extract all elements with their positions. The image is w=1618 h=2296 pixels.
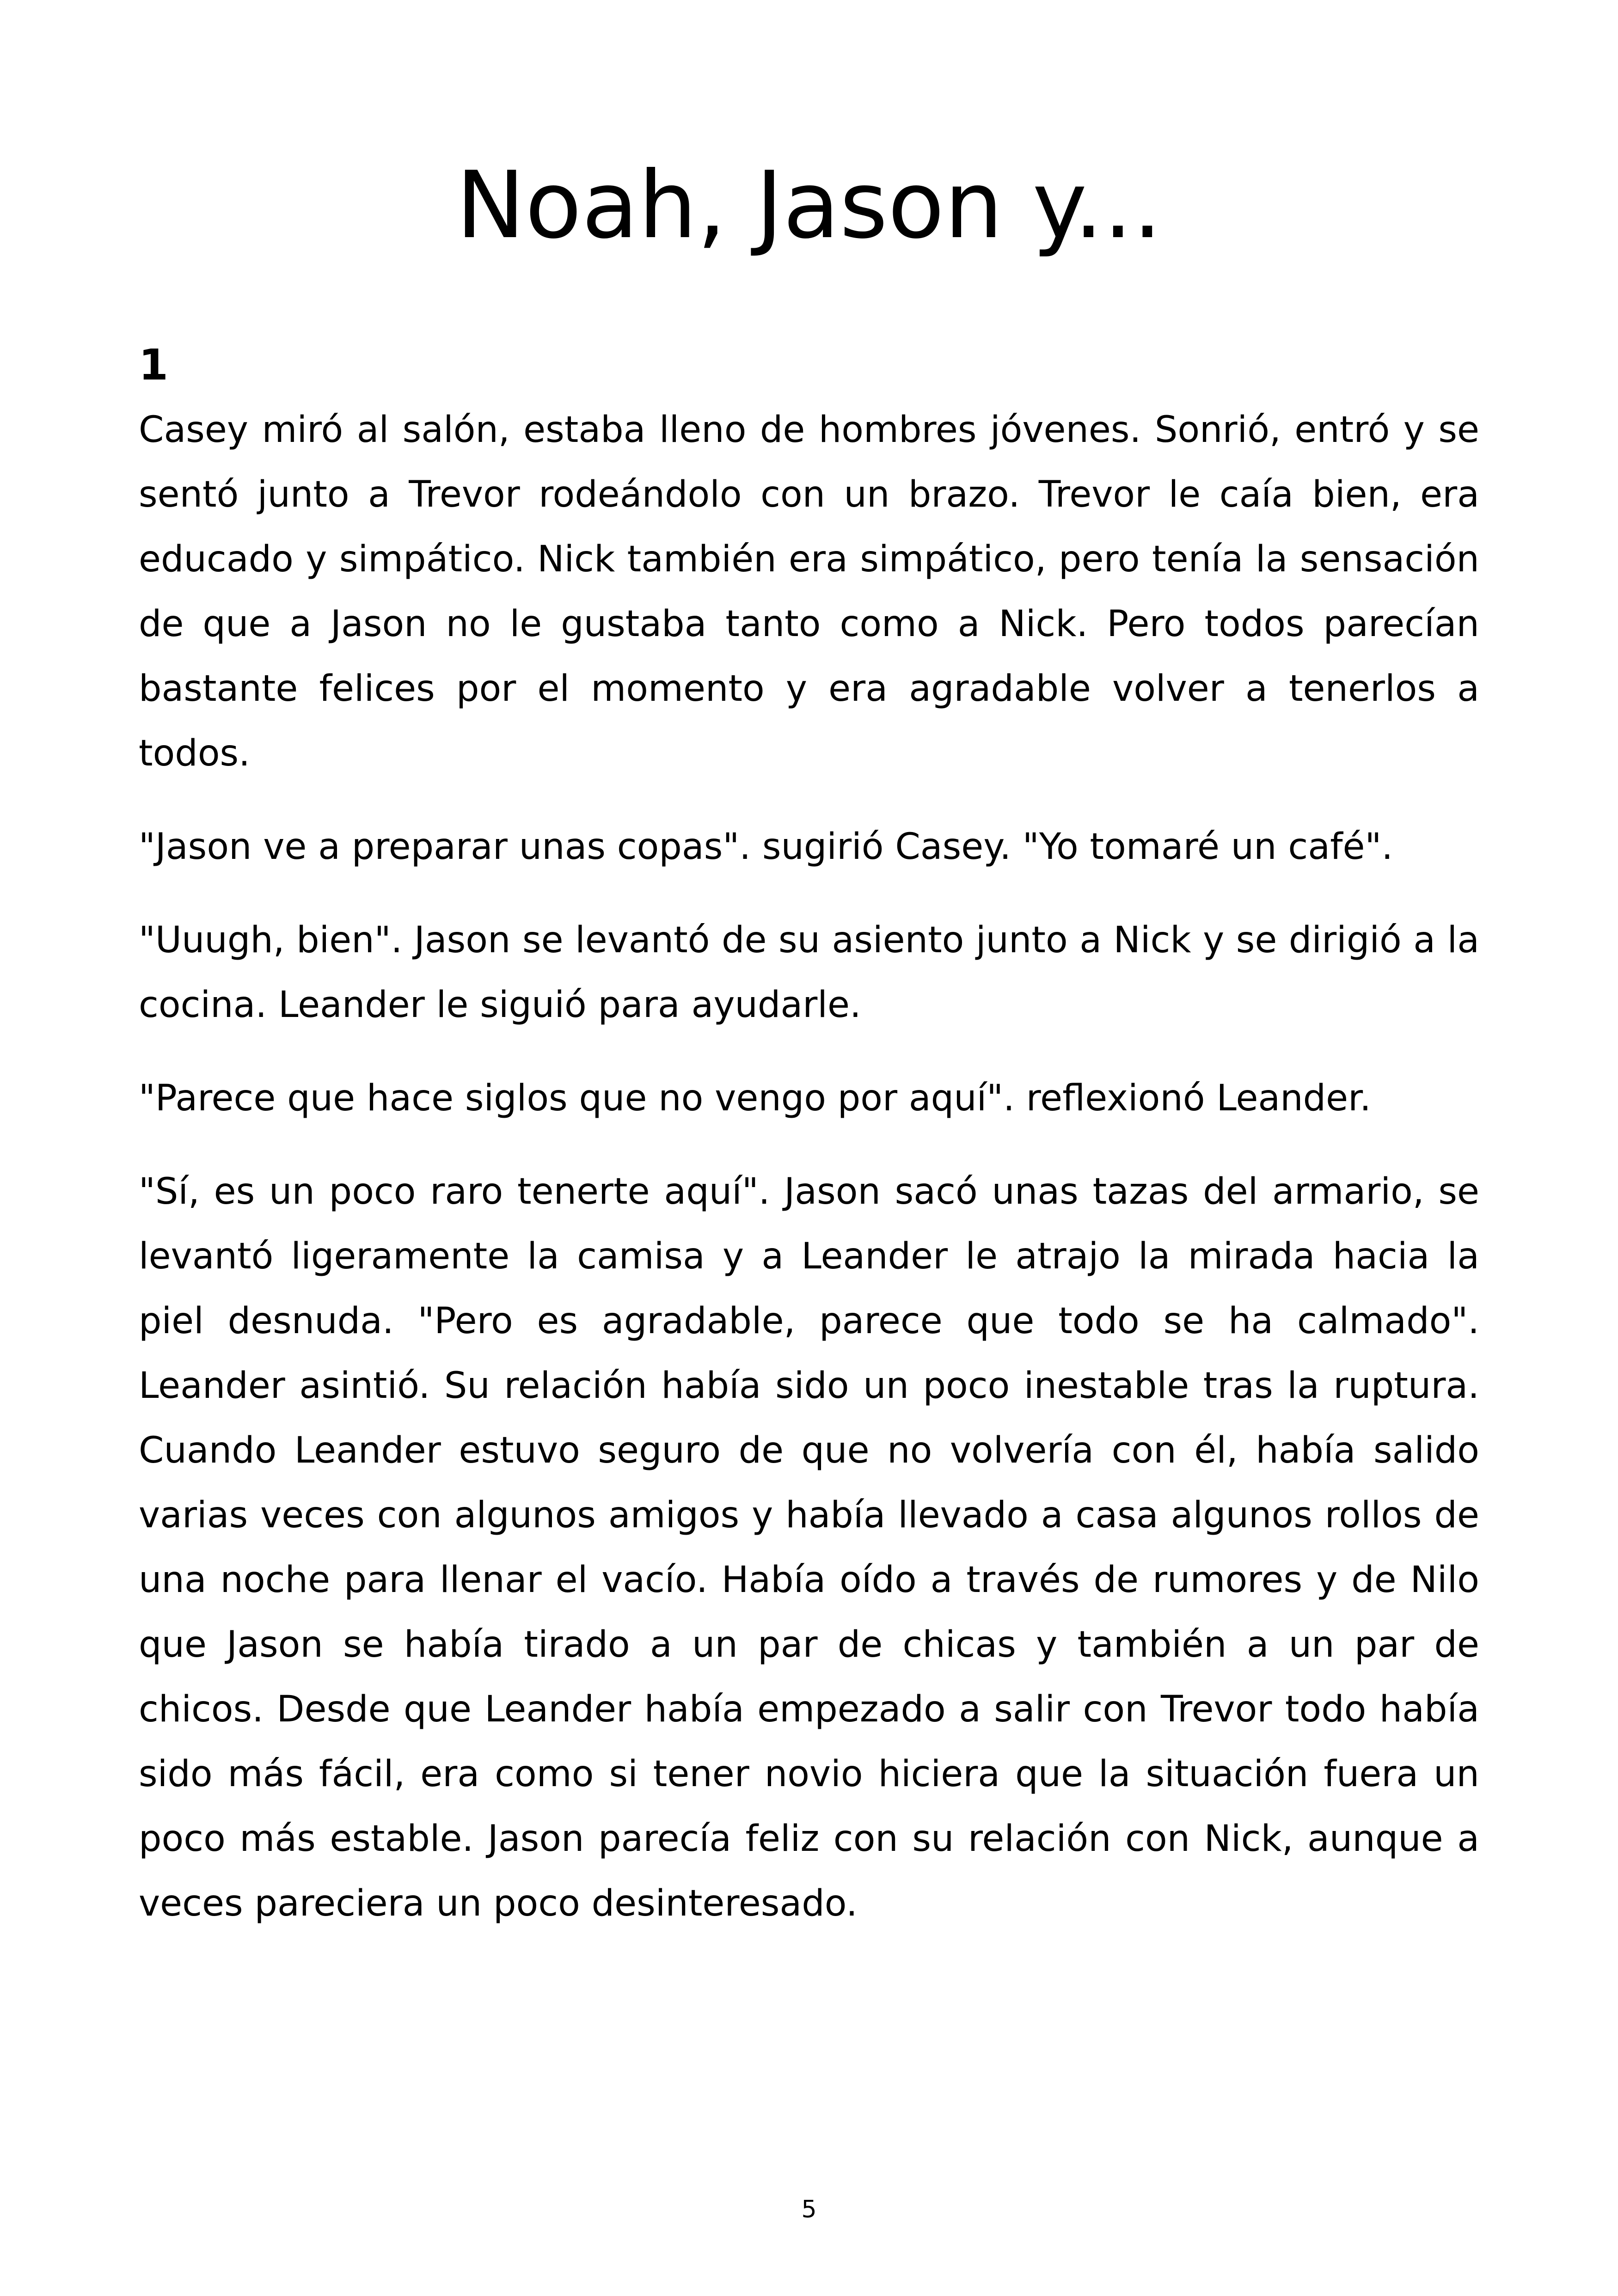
paragraph: "Sí, es un poco raro tenerte aquí". Jason sacó unas tazas del armario, se levantó ligeramente la camisa y a Leander le atrajo la mirada hacia la piel desnuda. "Pero es agradable, parece que todo se ha calmado". Leander asintió. Su relación había sido un poco inestable tras la ruptura. Cuando Leander estuvo seguro de que no volvería con él, había salido varias veces con algunos amigos y había llevado a casa algunos rollos de una noche para llenar el vacío. Había oído a través de rumores y de Nilo que Jason se había tirado a un par de chicas y también a un par de chicos. Desde que Leander había empezado a salir con Trevor todo había sido más fácil, era como si tener novio hiciera que la situación fuera un poco más estable. Jason parecía feliz con su relación con Nick, aunque a veces pareciera un poco desinteresado. [139, 1171, 1479, 1924]
document-body [139, 398, 1479, 1965]
paragraph: Casey miró al salón, estaba lleno de hombres jóvenes. Sonrió, entró y se sentó junto a Trevor rodeándolo con un brazo. Trevor le caía bien, era educado y simpático. Nick también era simpático, pero tenía la sensación de que a Jason no le gustaba tanto como a Nick. Pero todos parecían bastante felices por el momento y era agradable volver a tenerlos a todos. [139, 409, 1479, 774]
paragraph: "Jason ve a preparar unas copas". sugirió Casey. "Yo tomaré un café". [139, 826, 1393, 868]
paragraph: "Parece que hace siglos que no vengo por aquí". reflexionó Leander. [139, 1078, 1371, 1119]
paragraph: "Uuugh, bien". Jason se levantó de su asiento junto a Nick y se dirigió a la cocina. Leander le siguió para ayudarle. [139, 919, 1479, 1026]
page-number: 5 [801, 2196, 817, 2223]
chapter-number: 1 [139, 340, 169, 390]
document-title: Noah, Jason y... [456, 152, 1162, 259]
